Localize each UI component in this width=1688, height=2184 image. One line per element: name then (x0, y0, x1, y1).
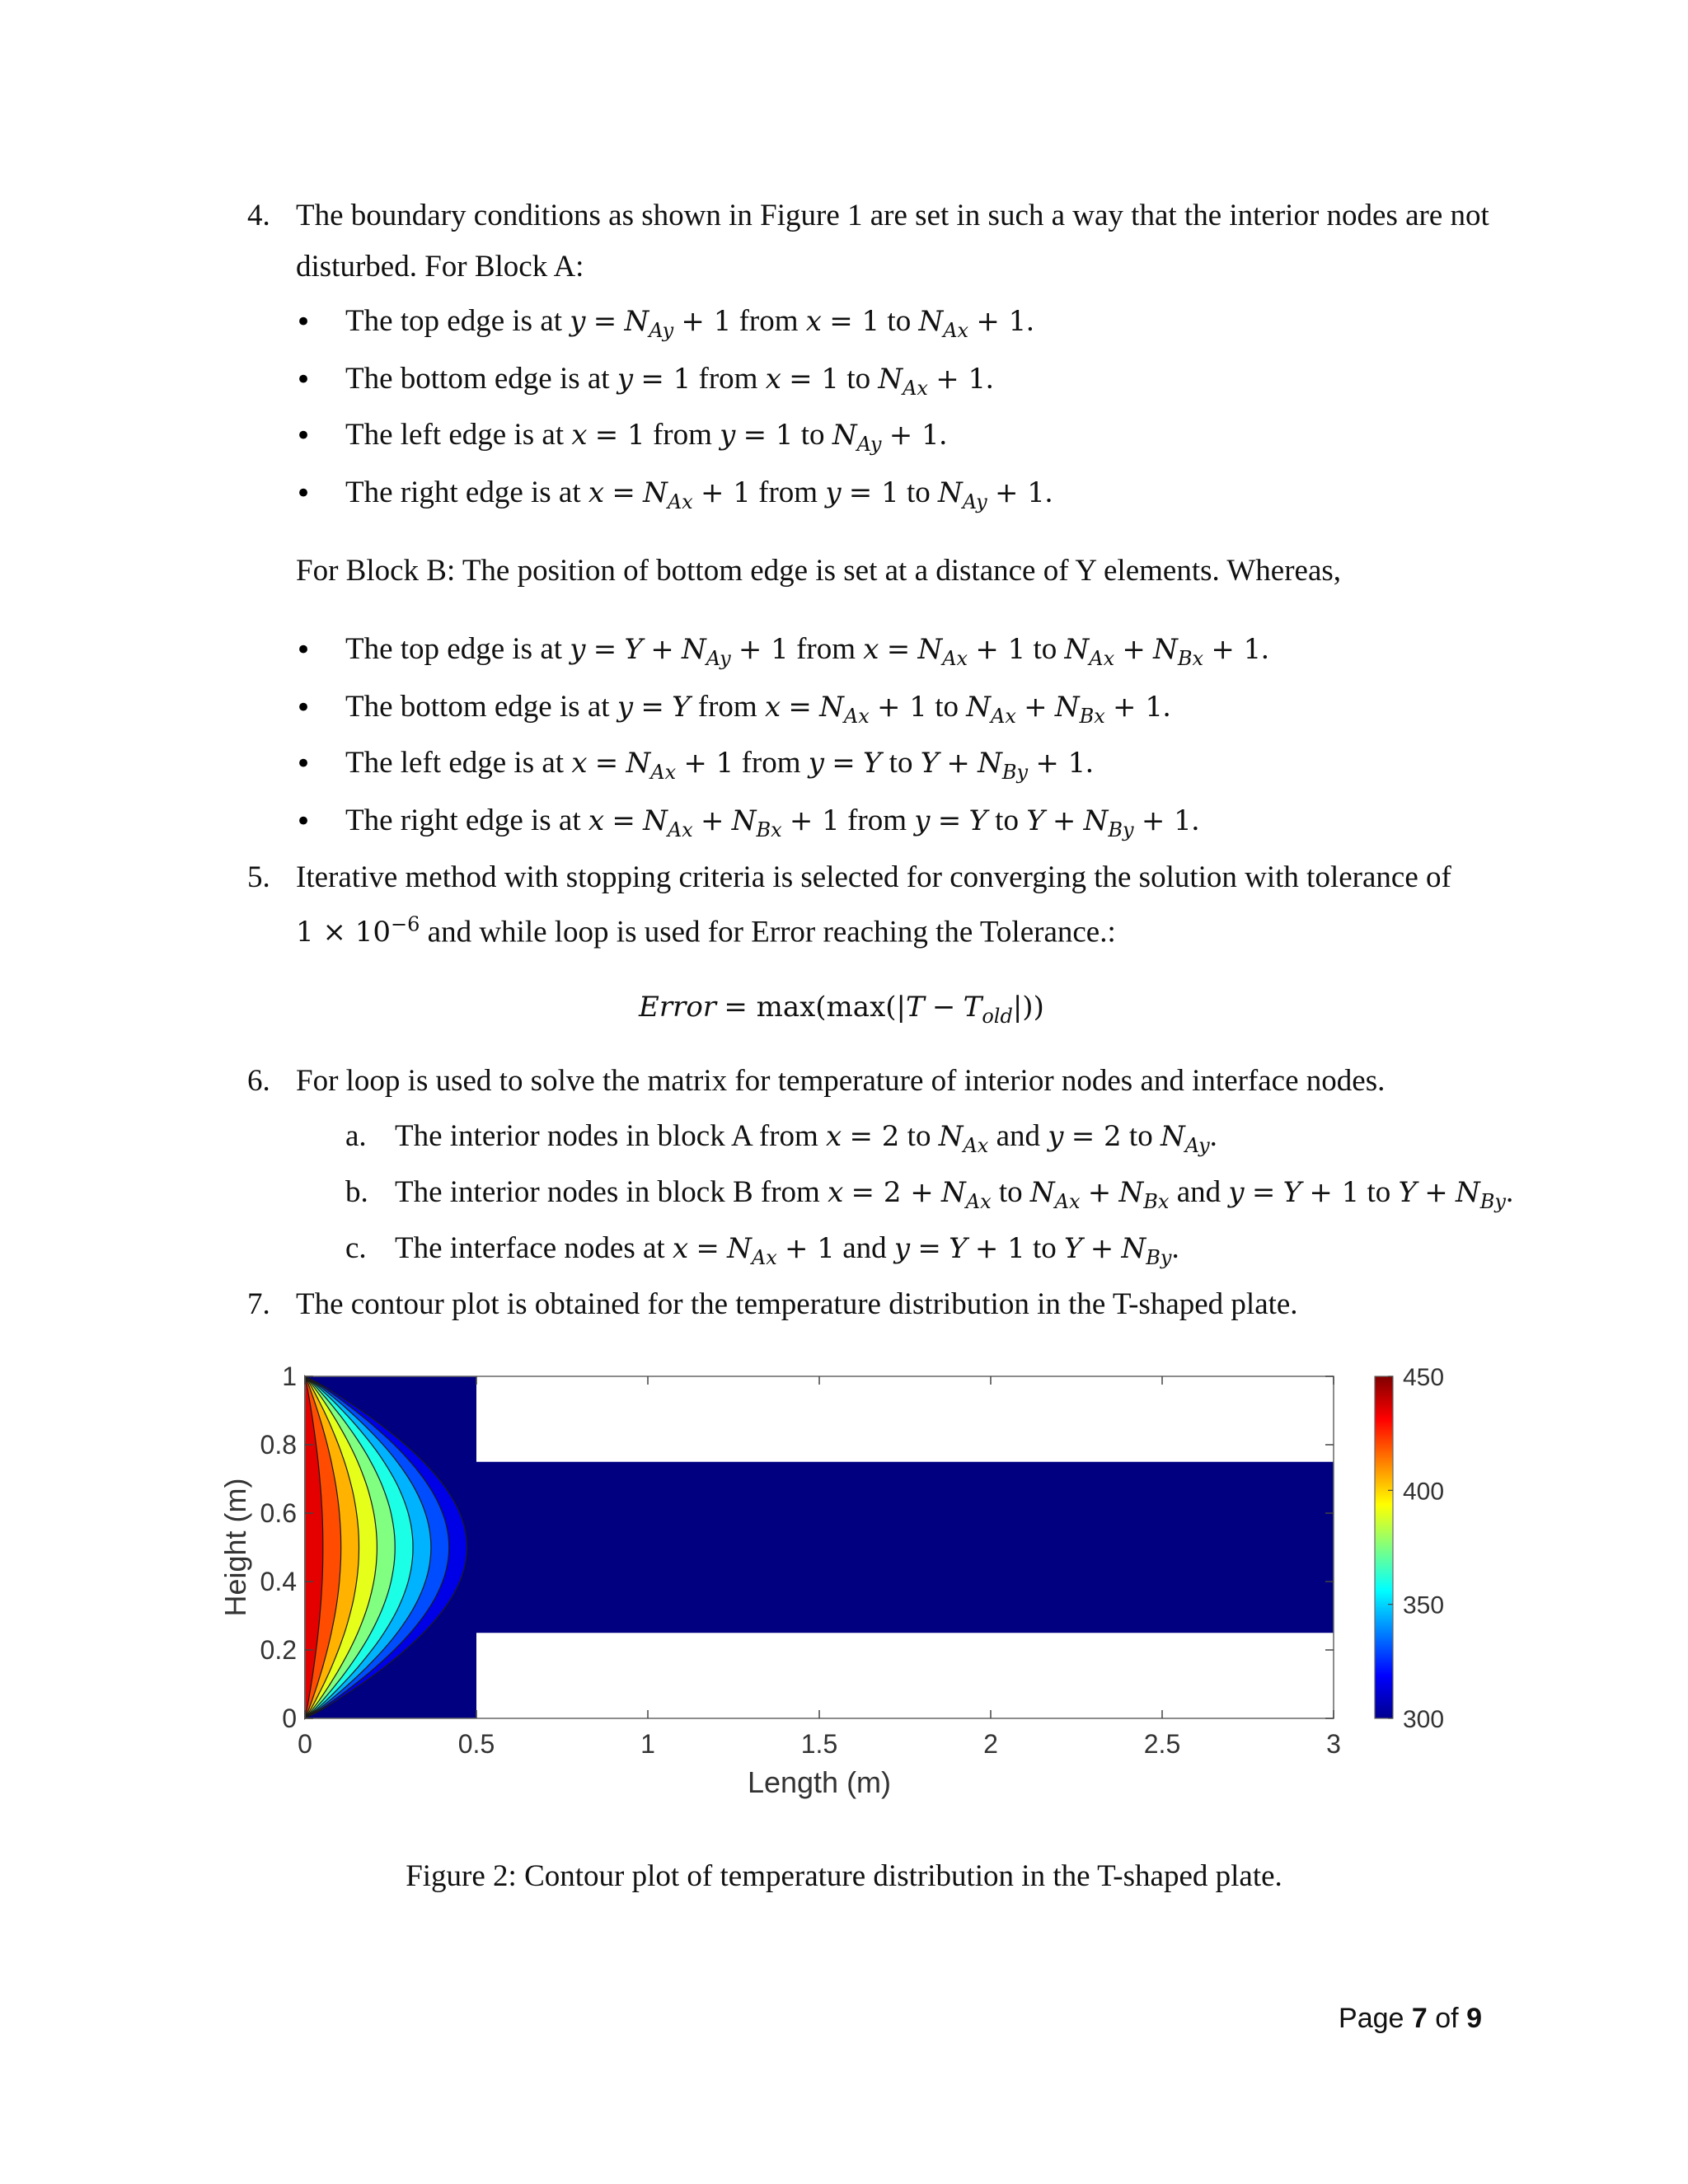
block-a-top-edge: The top edge is at $y = N_{Ay} + 1$ from x = 1 to $N_{Ax} + 1$. (345, 304, 1034, 342)
x-tick-label: 1.5 (800, 1729, 838, 1759)
item-6-sub-b: The interior nodes in block B from $x = 2 + N_{Ax}$ to $N_{Ax} + N_{Bx}$ and y = Y + 1 to $Y + N_{By}$. (395, 1175, 1514, 1213)
colorbar (1375, 1376, 1393, 1718)
y-tick-label: 0.4 (260, 1567, 297, 1596)
x-tick-label: 1 (640, 1729, 655, 1759)
bullet-icon: • (295, 634, 312, 667)
item-4-number: 4. (247, 199, 270, 232)
item-4-line-2: disturbed. For Block A: (296, 250, 584, 284)
item-5-number: 5. (247, 860, 270, 894)
block-b-top-edge: The top edge is at $y = Y + N_{Ay} + 1$ from $x = N_{Ax} + 1$ to $N_{Ax} + N_{Bx} + 1$. (345, 632, 1269, 670)
error-equation: Error = $\max(\max(|T - T_{old}|))$ (639, 991, 1044, 1028)
x-axis-label: Length (m) (747, 1765, 892, 1799)
item-6-number: 6. (247, 1064, 270, 1098)
y-tick-label: 1 (282, 1361, 297, 1391)
block-b-intro: For Block B: The position of bottom edge is set at a distance of Y elements. Whereas, (296, 554, 1342, 588)
item-6-sub-a-label: a. (345, 1119, 367, 1153)
item-7-line-1: The contour plot is obtained for the temperature distribution in the T-shaped plate. (296, 1287, 1298, 1321)
bullet-icon: • (295, 691, 312, 724)
colorbar-tick-label: 450 (1403, 1364, 1445, 1391)
x-tick-label: 2 (983, 1729, 998, 1759)
item-6-sub-c-label: c. (345, 1231, 367, 1265)
block-b-bottom-edge: The bottom edge is at y = Y from $x = N_{Ax} + 1$ to $N_{Ax} + N_{Bx} + 1$. (345, 690, 1171, 728)
x-tick-label: 3 (1326, 1729, 1341, 1759)
colorbar-tick-label: 400 (1403, 1478, 1445, 1506)
item-6-sub-a: The interior nodes in block A from x = 2 to $N_{Ax}$ and y = 2 to $N_{Ay}$. (395, 1119, 1217, 1157)
y-axis-label: Height (m) (218, 1478, 252, 1617)
bullet-icon: • (295, 748, 312, 780)
colorbar-tick-label: 300 (1403, 1706, 1445, 1733)
x-tick-label: 2.5 (1143, 1729, 1181, 1759)
page-number: Page 7 of 9 (1339, 2003, 1482, 2034)
bullet-icon: • (295, 419, 312, 452)
item-6-sub-c: The interface nodes at $x = N_{Ax} + 1$ and y = Y + 1 to $Y + N_{By}$. (395, 1231, 1179, 1269)
y-tick-label: 0.6 (260, 1498, 297, 1528)
x-tick-label: 0.5 (457, 1729, 495, 1759)
block-b-region (476, 1462, 1334, 1633)
figure-caption: Figure 2: Contour plot of temperature distribution in the T-shaped plate. (406, 1859, 1282, 1893)
item-5-line-1: Iterative method with stopping criteria is selected for converging the solution with tolerance of (296, 860, 1451, 894)
y-tick-label: 0.2 (260, 1635, 297, 1665)
contour-plot (0, 1352, 1688, 1846)
item-5-line-2: $1 \times 10^{-6}$ and while loop is used for Error reaching the Tolerance.: (296, 913, 1116, 949)
block-a-right-edge: The right edge is at $x = N_{Ax} + 1$ from y = 1 to $N_{Ay} + 1$. (345, 476, 1053, 513)
block-b-left-edge: The left edge is at $x = N_{Ax} + 1$ from y = Y to $Y + N_{By} + 1$. (345, 746, 1094, 784)
block-b-right-edge: The right edge is at $x = N_{Ax} + N_{Bx} + 1$ from y = Y to $Y + N_{By} + 1$. (345, 804, 1200, 841)
block-a-bottom-edge: The bottom edge is at y = 1 from x = 1 to $N_{Ax} + 1$. (345, 362, 994, 400)
item-6-sub-b-label: b. (345, 1175, 368, 1209)
bullet-icon: • (295, 363, 312, 396)
block-a-left-edge: The left edge is at x = 1 from y = 1 to $N_{Ay} + 1$. (345, 418, 947, 456)
colorbar-tick-label: 350 (1403, 1591, 1445, 1619)
y-tick-label: 0 (282, 1704, 297, 1733)
item-4-line-1: The boundary conditions as shown in Figure 1 are set in such a way that the interior nodes are not (296, 199, 1489, 232)
y-tick-label: 0.8 (260, 1430, 297, 1460)
item-6-line-1: For loop is used to solve the matrix for temperature of interior nodes and interface nodes. (296, 1064, 1386, 1098)
x-tick-label: 0 (298, 1729, 312, 1759)
item-7-number: 7. (247, 1287, 270, 1321)
bullet-icon: • (295, 306, 312, 339)
bullet-icon: • (295, 477, 312, 510)
bullet-icon: • (295, 805, 312, 838)
